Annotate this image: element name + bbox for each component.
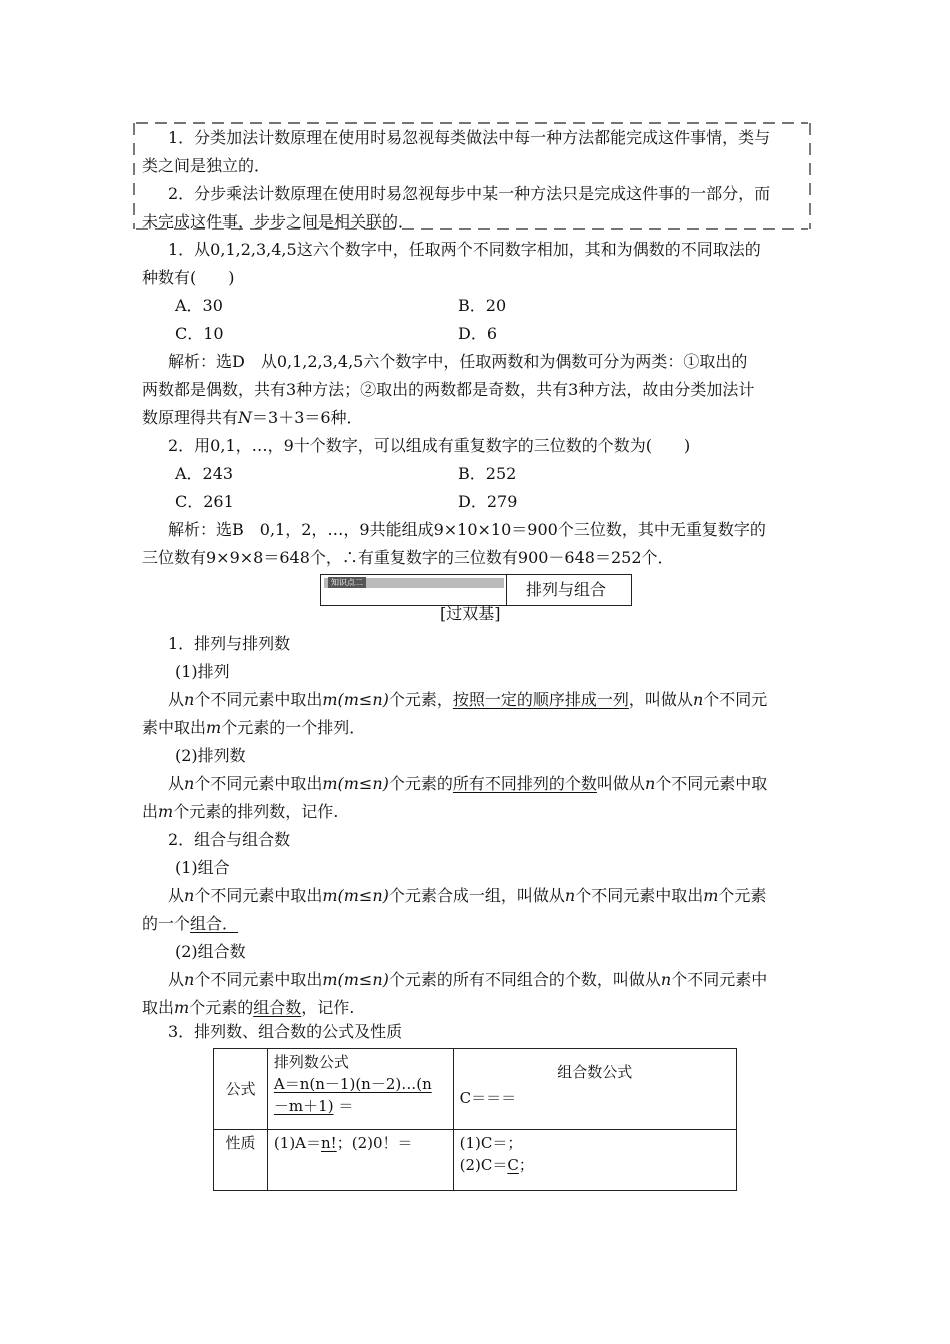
permutation-formula-line2: －m＋1) [273, 1097, 334, 1115]
permutation-def-line2: 素中取出m个元素的一个排列． [142, 718, 366, 737]
combination-formula-cell [453, 1049, 736, 1130]
permutation-formula-cell: 排列数公式 A＝n(n－1)(n－2)…(n －m＋1) ＝ [267, 1049, 453, 1130]
q1-solution-line3: 数原理得共有N＝3＋3＝6种． [142, 408, 363, 427]
q1-option-b: B．20 [458, 296, 507, 315]
subheading-permutation: (1)排列 [175, 662, 230, 681]
table-row [214, 1130, 737, 1191]
combination-number-def-line1: 从n个不同元素中取出m(m≤n)个元素的所有不同组合的个数，叫做从n个不同元素中 [168, 970, 768, 989]
permutation-number-def-line2: 出m个元素的排列数，记作. [142, 802, 339, 821]
heading-combination: 2．组合与组合数 [168, 830, 291, 849]
permutation-number-def-line1: 从n个不同元素中取出m(m≤n)个元素的所有不同排列的个数叫做从n个不同元素中取 [168, 774, 768, 793]
q2-stem: 2．用0,1，…，9十个数字，可以组成有重复数字的三位数的个数为( ) [168, 436, 691, 455]
section-header [320, 574, 632, 606]
combination-property-cell: (1)C＝； (2)C＝C； [453, 1130, 736, 1191]
section-tag: 知识点二 [324, 578, 504, 588]
combination-formula: C＝＝＝ [459, 1089, 517, 1107]
q1-solution-line2: 两数都是偶数，共有3种方法；②取出的两数都是奇数，共有3种方法，故由分类加法计 [142, 380, 755, 399]
row-label-formula: 公式 [214, 1049, 268, 1130]
q1-stem-line2: 种数有( ) [142, 268, 235, 287]
note-p1-line2: 类之间是独立的． [142, 156, 271, 175]
permutation-formula-line1: A＝n(n－1)(n－2)…(n [273, 1075, 432, 1093]
q1-solution-line1: 解析：选D 从0,1,2,3,4,5六个数字中，任取两数和为偶数可分为两类：①取出的 [168, 352, 748, 371]
heading-formulas: 3．排列数、组合数的公式及性质 [168, 1022, 403, 1041]
note-p2-line2: 未完成这件事，步步之间是相关联的． [142, 212, 415, 231]
note-p1-line1: 1．分类加法计数原理在使用时易忽视每类做法中每一种方法都能完成这件事情，类与 [168, 128, 771, 147]
combination-number-def-line2: 取出m个元素的组合数，记作. [142, 998, 355, 1017]
q2-solution-line2: 三位数有9×9×8＝648个，∴有重复数字的三位数有900－648＝252个． [142, 548, 674, 567]
row-label-property: 性质 [214, 1130, 268, 1191]
subheading-combination-number: (2)组合数 [175, 942, 246, 961]
q1-option-c: C．10 [175, 324, 224, 343]
q2-option-b: B．252 [458, 464, 517, 483]
q1-option-a: A．30 [175, 296, 223, 315]
subheading-permutation-number: (2)排列数 [175, 746, 246, 765]
q1-stem-line1: 1．从0,1,2,3,4,5这六个数字中，任取两个不同数字相加，其和为偶数的不同取法的 [168, 240, 761, 259]
q2-option-c: C．261 [175, 492, 234, 511]
section-subtitle: [过双基] [440, 604, 501, 623]
combination-formula-title: 组合数公式 [557, 1063, 633, 1081]
q2-solution-line1: 解析：选B 0,1，2，…，9共能组成9×10×10＝900个三位数，其中无重复数字的 [168, 520, 766, 539]
combination-def-line2: 的一个组合． [142, 914, 239, 933]
note-p2-line1: 2．分步乘法计数原理在使用时易忽视每步中某一种方法只是完成这件事的一部分，而 [168, 184, 771, 203]
permutation-formula-title: 排列数公式 [273, 1053, 349, 1071]
combination-def-line1: 从n个不同元素中取出m(m≤n)个元素合成一组，叫做从n个不同元素中取出m个元素 [168, 886, 767, 905]
heading-permutation: 1．排列与排列数 [168, 634, 291, 653]
table-row [214, 1049, 737, 1130]
permutation-def-line1: 从n个不同元素中取出m(m≤n)个元素，按照一定的顺序排成一列，叫做从n个不同元 [168, 690, 768, 709]
q2-option-d: D．279 [458, 492, 518, 511]
section-title: 排列与组合 [526, 580, 607, 599]
q1-option-d: D．6 [458, 324, 498, 343]
formula-table [213, 1048, 737, 1191]
subheading-combination: (1)组合 [175, 858, 230, 877]
q2-option-a: A．243 [175, 464, 234, 483]
permutation-property-cell: (1)A＝n!；(2)0！＝ [267, 1130, 453, 1191]
